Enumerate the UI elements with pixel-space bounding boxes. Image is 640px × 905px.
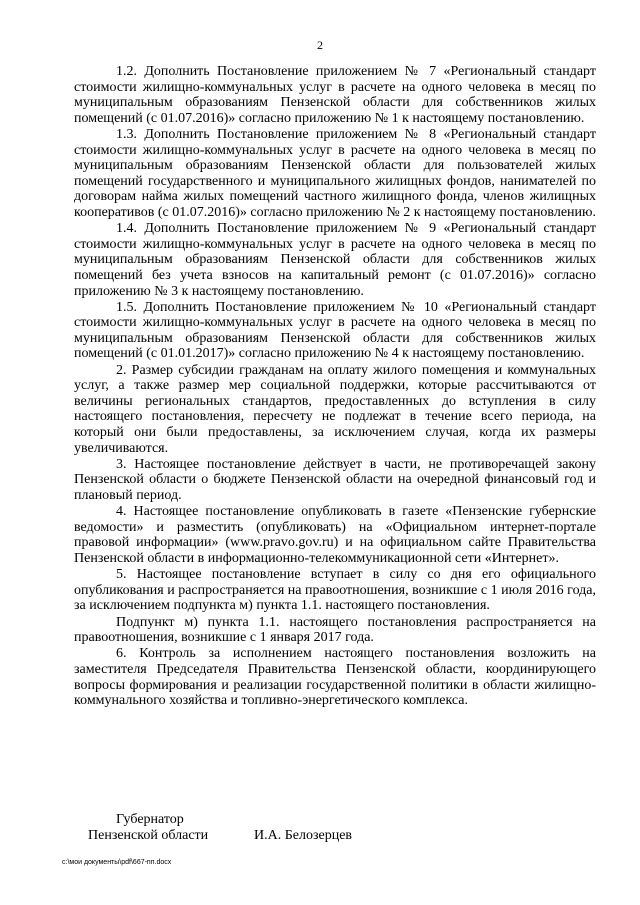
paragraph-5: 5. Настоящее постановление вступает в силу со дня его официального опубликования и распространяется на правоотношения, возникшие с 1 июля 2016 года, за исключением подпункта м) пункта 1.1. настоящего постановления. bbox=[74, 567, 596, 614]
document-body bbox=[74, 64, 596, 709]
page-number: 2 bbox=[317, 38, 323, 52]
paragraph-1-3: 1.3. Дополнить Постановление приложением № 8 «Региональный стандарт стоимости жилищно-коммунальных услуг в расчете на одного человека в месяц по муниципальным образованиям Пензенской области для пользователей жилых помещений государственного и муниципального жилищных фондов, нанимателей по договорам найма жилых помещений частного жилищного фонда, членов жилищных кооперативов (с 01.07.2016)» согласно приложению № 2 к настоящему постановлению. bbox=[74, 126, 596, 220]
paragraph-2: 2. Размер субсидии гражданам на оплату жилого помещения и коммунальных услуг, а также размер мер социальной поддержки, которые рассчитываются от величины региональных стандартов, предоставленных до вступления в силу настоящего постановления, пересчету не подлежат в течение всего периода, на который они были предоставлены, за исключением случая, когда их размеры увеличиваются. bbox=[74, 362, 596, 456]
paragraph-1-4: 1.4. Дополнить Постановление приложением № 9 «Региональный стандарт стоимости жилищно-коммунальных услуг в расчете на одного человека в месяц по муниципальным образованиям Пензенской области для собственников жилых помещений без учета взносов на капитальный ремонт (с 01.07.2016)» согласно приложению № 3 к настоящему постановлению. bbox=[74, 221, 596, 299]
paragraph-4: 4. Настоящее постановление опубликовать в газете «Пензенские губернские ведомости» и разместить (опубликовать) на «Официальном интернет-портале правовой информации» (www.pravo.gov.ru) и на официальном сайте Правительства Пензенской области в информационно-телекоммуникационной сети «Интернет». bbox=[74, 504, 596, 566]
paragraph-1-2: 1.2. Дополнить Постановление приложением № 7 «Региональный стандарт стоимости жилищно-коммунальных услуг в расчете на одного человека в месяц по муниципальным образованиям Пензенской области для собственников жилых помещений (с 01.07.2016)» согласно приложению № 1 к настоящему постановлению. bbox=[74, 64, 596, 126]
paragraph-1-5: 1.5. Дополнить Постановление приложением № 10 «Региональный стандарт стоимости жилищно-коммунальных услуг в расчете на одного человека в месяц по муниципальным образованиям Пензенской области для собственников жилых помещений (с 01.01.2017)» согласно приложению № 4 к настоящему постановлению. bbox=[74, 299, 596, 362]
signature-region: Пензенской области bbox=[88, 828, 209, 843]
file-path: c:\мои документы\pdf\667-пп.docx bbox=[62, 859, 172, 866]
signature-title: Губернатор bbox=[116, 812, 184, 827]
paragraph-5-note: Подпункт м) пункта 1.1. настоящего постановления распространяется на правоотношения, возникшие с 1 января 2017 года. bbox=[74, 614, 596, 646]
paragraph-3: 3. Настоящее постановление действует в части, не противоречащей закону Пензенской области о бюджете Пензенской области на очередной финансовый год и плановый период. bbox=[74, 456, 596, 503]
signature-name: И.А. Белозерцев bbox=[254, 828, 353, 843]
paragraph-6: 6. Контроль за исполнением настоящего постановления возложить на заместителя Председателя Правительства Пензенской области, координирующего вопросы формирования и реализации государственной политики в области жилищно-коммунального хозяйства и топливно-энергетического комплекса. bbox=[74, 646, 596, 709]
